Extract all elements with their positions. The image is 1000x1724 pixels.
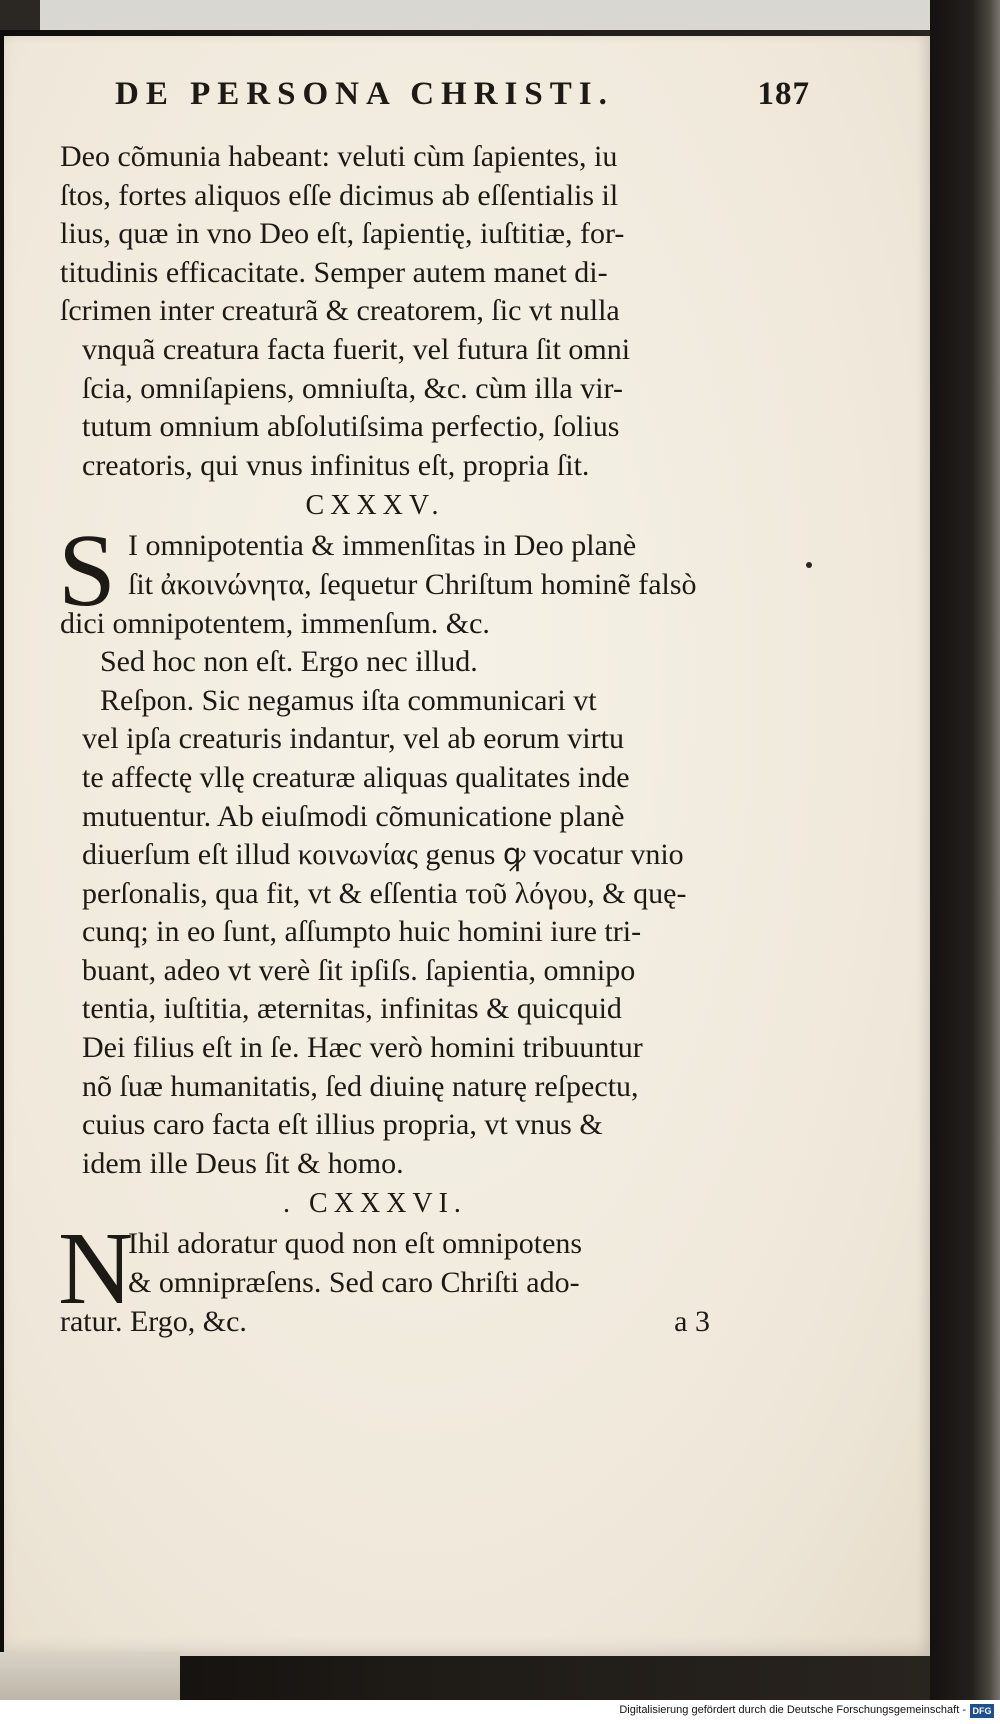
- text-line-body: Ihil adoratur quod non eſt omnipotens: [128, 1227, 583, 1261]
- paragraph-continuation: [60, 138, 750, 485]
- ink-speck: [806, 562, 812, 568]
- text-line: buant, adeo vt verè ſit ipſiſs. ſapientia, omnipo: [82, 953, 636, 987]
- text-line: te affectę vllę creaturæ aliquas qualitates inde: [82, 760, 630, 794]
- text-line: cunq; in eo ſunt, aſſumpto huic homini iure tri-: [82, 915, 642, 949]
- text-line: titudinis efficacitate. Semper autem manet di-: [60, 255, 608, 289]
- funding-credit: Digitalisierung gefördert durch die Deutsche Forschungsgemeinschaft -: [619, 1704, 966, 1716]
- scan-top-strip: [0, 0, 1000, 30]
- section-cxxxv: [58, 513, 750, 681]
- text-line: tentia, iuſtitia, æternitas, infinitas & quicquid: [82, 992, 622, 1026]
- text-line: ſit ἀκοινώνητα, ſequetur Chriſtum hominẽ falsò: [128, 567, 697, 601]
- text-line: ſcia, omniſapiens, omniuſta, &c. cùm illa vir-: [82, 371, 623, 405]
- text-line: [60, 1303, 750, 1342]
- drop-cap: S: [58, 513, 116, 629]
- text-line: Reſpon. Sic negamus iſta communicari vt: [100, 683, 597, 717]
- text-line: creatoris, qui vnus infinitus eſt, propria ſit.: [82, 448, 590, 482]
- minor-premise: Sed hoc non eſt. Ergo nec illud.: [100, 645, 478, 679]
- text-line: perſonalis, qua fit, vt & eſſentia τοῦ λόγου, & quę-: [82, 876, 687, 910]
- dfg-logo: DFG: [970, 1704, 994, 1718]
- running-head: [115, 76, 810, 138]
- text-line: vnquã creatura facta fuerit, vel futura ſit omni: [82, 332, 631, 366]
- scan-notch: [0, 0, 40, 30]
- response-paragraph: [60, 682, 750, 1184]
- text-line: ſcrimen inter creaturã & creatorem, ſic vt nulla: [60, 294, 620, 328]
- text-line: tutum omnium abſolutiſsima perfectio, ſolius: [82, 410, 620, 444]
- scan-right-margin: [930, 0, 1000, 1700]
- text-line: & omnipræſens. Sed caro Chriſti ado-: [128, 1266, 580, 1300]
- text-line-body: I omnipotentia & immenſitas in Deo planè: [128, 529, 637, 563]
- section-number: . CXXXVI.: [283, 1188, 467, 1220]
- text-line: diuerſum eſt illud κοινωνίας genus ꝙ vocatur vnio: [82, 838, 684, 872]
- text-line: Dei filius eſt in ſe. Hæc verò homini tribuuntur: [82, 1031, 643, 1065]
- text-line: idem ille Deus ſit & homo.: [82, 1146, 404, 1180]
- text-line: cuius caro facta eſt illius propria, vt vnus &: [82, 1108, 603, 1142]
- folio-number: 187: [757, 76, 810, 112]
- text-line: mutuentur. Ab eiuſmodi cõmunicatione planè: [82, 799, 625, 833]
- text-line: dici omnipotentem, immenſum. &c.: [60, 606, 490, 640]
- text-line: lius, quæ in vno Deo eſt, ſapientię, iuſtitiæ, for-: [60, 217, 625, 251]
- section-cxxxvi: [58, 1211, 750, 1341]
- drop-cap: N: [58, 1211, 134, 1327]
- text-line: Deo cõmunia habeant: veluti cùm ſapientes, iu: [60, 140, 618, 173]
- section-number: CXXXV.: [305, 490, 445, 522]
- text-line: nõ ſuæ humanitatis, ſed diuinę naturę reſpectu,: [82, 1069, 639, 1103]
- signature-mark: a 3: [674, 1304, 710, 1338]
- digitization-footer: [0, 1700, 1000, 1724]
- page-text: [58, 76, 810, 1341]
- text-line: vel ipſa creaturis indantur, vel ab eorum virtu: [82, 722, 624, 756]
- running-head-title: DE PERSONA CHRISTI.: [115, 76, 614, 112]
- text-line: ſtos, fortes aliquos eſſe dicimus ab eſſentialis il: [60, 178, 619, 212]
- text-line-body: ratur. Ergo, &c.: [60, 1304, 247, 1338]
- page-lower-edge: [0, 1652, 180, 1700]
